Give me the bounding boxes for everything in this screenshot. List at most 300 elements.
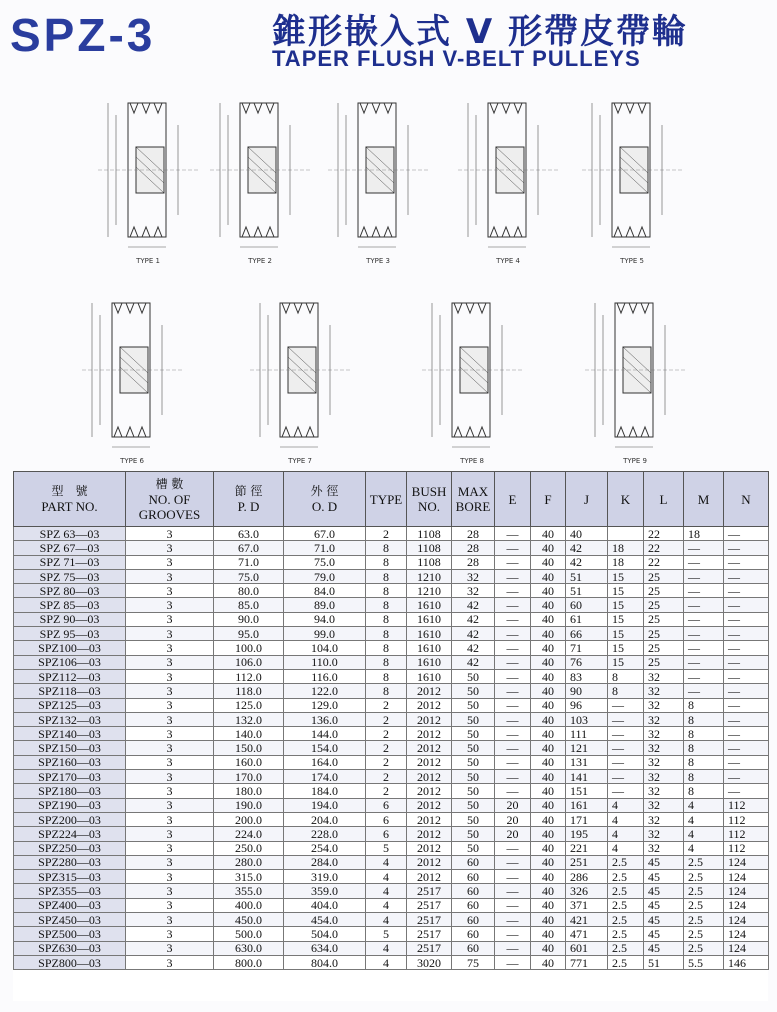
table-cell: 32 — [644, 827, 684, 841]
table-cell: 25 — [644, 627, 684, 641]
pulley-cross-section-icon — [572, 85, 692, 255]
table-cell: 164.0 — [284, 755, 366, 769]
table-cell: 124 — [724, 884, 769, 898]
table-cell: 3 — [126, 855, 214, 869]
table-cell: 84.0 — [284, 584, 366, 598]
table-cell: 32 — [644, 669, 684, 683]
table-cell: 50 — [452, 684, 495, 698]
table-cell: 63.0 — [214, 527, 284, 541]
table-cell: 8 — [366, 669, 407, 683]
table-cell: 194.0 — [284, 798, 366, 812]
table-cell: 2.5 — [684, 855, 724, 869]
table-row — [14, 941, 769, 955]
table-cell: 6 — [366, 827, 407, 841]
table-cell: — — [495, 755, 531, 769]
table-cell: 15 — [608, 627, 644, 641]
pulley-diagram — [572, 85, 692, 265]
table-cell: 228.0 — [284, 827, 366, 841]
table-cell: 20 — [495, 798, 531, 812]
table-cell: — — [495, 770, 531, 784]
table-cell: 3 — [126, 870, 214, 884]
table-cell: 3 — [126, 727, 214, 741]
table-cell: SPZ250—03 — [14, 841, 126, 855]
table-cell: 221 — [566, 841, 608, 855]
column-header: N — [724, 472, 769, 527]
table-cell: 3 — [126, 927, 214, 941]
table-cell: 4 — [684, 827, 724, 841]
table-cell: 40 — [531, 884, 566, 898]
table-cell: 2517 — [407, 898, 452, 912]
table-cell: — — [724, 755, 769, 769]
table-cell: — — [684, 641, 724, 655]
table-cell: SPZ190—03 — [14, 798, 126, 812]
table-cell: 771 — [566, 955, 608, 969]
table-cell: 60 — [452, 927, 495, 941]
table-cell: 112 — [724, 812, 769, 826]
table-cell: 45 — [644, 855, 684, 869]
pulley-cross-section-icon — [200, 85, 320, 255]
diagram-type-label: TYPE 4 — [496, 257, 520, 265]
table-cell: 371 — [566, 898, 608, 912]
table-cell: SPZ170—03 — [14, 770, 126, 784]
diagram-type-label: TYPE 9 — [623, 457, 647, 465]
table-cell: 32 — [644, 741, 684, 755]
table-cell: 404.0 — [284, 898, 366, 912]
table-row — [14, 913, 769, 927]
table-cell: 3 — [126, 884, 214, 898]
table-cell: SPZ140—03 — [14, 727, 126, 741]
column-header: 外 徑 O. D — [284, 472, 366, 527]
table-cell: 94.0 — [284, 612, 366, 626]
table-cell: 286 — [566, 870, 608, 884]
table-cell: 50 — [452, 812, 495, 826]
table-cell: — — [495, 684, 531, 698]
table-cell: 8 — [366, 655, 407, 669]
table-cell: 1210 — [407, 569, 452, 583]
table-cell: 75 — [452, 955, 495, 969]
column-header: BUSH NO. — [407, 472, 452, 527]
table-cell: — — [724, 527, 769, 541]
table-cell: 170.0 — [214, 770, 284, 784]
table-row — [14, 798, 769, 812]
table-row — [14, 684, 769, 698]
title-english: TAPER FLUSH V-BELT PULLEYS — [272, 46, 641, 71]
table-cell: 421 — [566, 913, 608, 927]
table-cell: 118.0 — [214, 684, 284, 698]
table-cell: 2012 — [407, 770, 452, 784]
table-cell: 180.0 — [214, 784, 284, 798]
table-cell: 8 — [366, 598, 407, 612]
table-cell: 2.5 — [608, 913, 644, 927]
table-cell: 3 — [126, 755, 214, 769]
table-cell: 40 — [531, 541, 566, 555]
table-cell: 32 — [644, 784, 684, 798]
table-row — [14, 884, 769, 898]
table-cell: 5 — [366, 841, 407, 855]
table-cell: 28 — [452, 527, 495, 541]
table-cell: 124 — [724, 870, 769, 884]
table-cell: 319.0 — [284, 870, 366, 884]
table-cell: 124 — [724, 941, 769, 955]
table-cell: 111 — [566, 727, 608, 741]
table-cell: 1210 — [407, 584, 452, 598]
table-row — [14, 755, 769, 769]
table-cell: SPZ100—03 — [14, 641, 126, 655]
table-cell: 184.0 — [284, 784, 366, 798]
table-cell: 2.5 — [684, 941, 724, 955]
table-cell: — — [495, 584, 531, 598]
table-cell: 116.0 — [284, 669, 366, 683]
table-cell: 3 — [126, 898, 214, 912]
table-cell: 15 — [608, 598, 644, 612]
table-cell: 50 — [452, 827, 495, 841]
table-cell: 32 — [644, 812, 684, 826]
table-row — [14, 527, 769, 541]
table-cell: 40 — [531, 927, 566, 941]
table-cell: 2 — [366, 770, 407, 784]
table-cell: 355.0 — [214, 884, 284, 898]
table-cell: 1108 — [407, 527, 452, 541]
table-row — [14, 784, 769, 798]
table-cell: — — [724, 741, 769, 755]
table-cell: 42 — [452, 612, 495, 626]
table-cell: 18 — [608, 555, 644, 569]
column-header: M — [684, 472, 724, 527]
table-row — [14, 812, 769, 826]
table-cell: — — [724, 627, 769, 641]
table-cell: 471 — [566, 927, 608, 941]
table-cell: 42 — [452, 627, 495, 641]
table-cell: — — [684, 541, 724, 555]
table-cell: 250.0 — [214, 841, 284, 855]
pulley-diagram — [318, 85, 438, 265]
table-cell: 112 — [724, 841, 769, 855]
table-cell — [608, 527, 644, 541]
table-cell: — — [608, 727, 644, 741]
table-cell: 124 — [724, 927, 769, 941]
table-cell: 2.5 — [608, 927, 644, 941]
table-cell: 50 — [452, 841, 495, 855]
table-cell: SPZ400—03 — [14, 898, 126, 912]
table-cell: SPZ200—03 — [14, 812, 126, 826]
table-cell: 8 — [366, 555, 407, 569]
table-cell: 15 — [608, 641, 644, 655]
table-cell: 83 — [566, 669, 608, 683]
table-cell: 2 — [366, 727, 407, 741]
table-cell: 3 — [126, 641, 214, 655]
table-cell: 15 — [608, 584, 644, 598]
diagram-type-label: TYPE 8 — [460, 457, 484, 465]
table-cell: 634.0 — [284, 941, 366, 955]
table-cell: 8 — [684, 770, 724, 784]
table-cell: 25 — [644, 584, 684, 598]
table-row — [14, 955, 769, 969]
table-cell: 121 — [566, 741, 608, 755]
table-cell: 71 — [566, 641, 608, 655]
table-cell: 2.5 — [608, 884, 644, 898]
table-cell: 32 — [644, 698, 684, 712]
table-cell: 2 — [366, 755, 407, 769]
table-cell: 2.5 — [608, 855, 644, 869]
table-cell: 50 — [452, 727, 495, 741]
column-header: 槽 數 NO. OF GROOVES — [126, 472, 214, 527]
pulley-diagram — [448, 85, 568, 265]
table-cell: 4 — [684, 812, 724, 826]
table-cell: 2 — [366, 527, 407, 541]
table-cell: 40 — [531, 684, 566, 698]
table-cell: 100.0 — [214, 641, 284, 655]
table-cell: 601 — [566, 941, 608, 955]
table-cell: — — [495, 941, 531, 955]
table-cell: 40 — [531, 641, 566, 655]
table-cell: — — [495, 612, 531, 626]
column-header: E — [495, 472, 531, 527]
table-cell: 60 — [452, 855, 495, 869]
table-cell: — — [495, 884, 531, 898]
table-cell: 2517 — [407, 884, 452, 898]
table-row — [14, 898, 769, 912]
table-cell: 60 — [452, 898, 495, 912]
table-row — [14, 584, 769, 598]
table-cell: 8 — [684, 741, 724, 755]
table-cell: 40 — [531, 741, 566, 755]
pulley-cross-section-icon — [575, 285, 695, 455]
table-row — [14, 770, 769, 784]
spec-table — [13, 471, 769, 970]
table-cell: 66 — [566, 627, 608, 641]
table-row — [14, 655, 769, 669]
table-cell: 171 — [566, 812, 608, 826]
table-cell: 45 — [644, 913, 684, 927]
table-cell: 42 — [566, 555, 608, 569]
table-cell: 1610 — [407, 598, 452, 612]
table-cell: 75.0 — [284, 555, 366, 569]
table-cell: 3 — [126, 527, 214, 541]
table-cell: 104.0 — [284, 641, 366, 655]
table-cell: 106.0 — [214, 655, 284, 669]
table-cell: — — [495, 641, 531, 655]
table-cell: 28 — [452, 555, 495, 569]
table-cell: 3 — [126, 812, 214, 826]
table-cell: 131 — [566, 755, 608, 769]
table-cell: 40 — [531, 827, 566, 841]
table-cell: — — [724, 584, 769, 598]
table-cell: 15 — [608, 569, 644, 583]
table-cell: 20 — [495, 812, 531, 826]
table-cell: 40 — [531, 555, 566, 569]
table-cell: — — [724, 770, 769, 784]
table-cell: 3 — [126, 770, 214, 784]
table-cell: 2517 — [407, 927, 452, 941]
table-cell: 2012 — [407, 784, 452, 798]
table-cell: — — [495, 655, 531, 669]
title-chinese: 錐形嵌入式 V 形帶皮帶輪 — [272, 12, 688, 52]
table-cell: — — [724, 698, 769, 712]
table-cell: 804.0 — [284, 955, 366, 969]
table-cell: 2012 — [407, 870, 452, 884]
table-cell: — — [495, 555, 531, 569]
table-cell: 79.0 — [284, 569, 366, 583]
table-cell: 45 — [644, 941, 684, 955]
table-cell: 76 — [566, 655, 608, 669]
table-cell: 195 — [566, 827, 608, 841]
table-cell: 22 — [644, 527, 684, 541]
table-cell: — — [495, 955, 531, 969]
table-cell: 15 — [608, 655, 644, 669]
table-cell: 40 — [531, 669, 566, 683]
table-cell: 40 — [531, 527, 566, 541]
diagram-type-label: TYPE 5 — [620, 257, 644, 265]
table-cell: 4 — [366, 898, 407, 912]
table-cell: 67.0 — [284, 527, 366, 541]
table-cell: 110.0 — [284, 655, 366, 669]
column-header: K — [608, 472, 644, 527]
table-cell: 1610 — [407, 641, 452, 655]
table-cell: 40 — [531, 755, 566, 769]
table-cell: 40 — [531, 798, 566, 812]
table-cell: 2012 — [407, 684, 452, 698]
table-body — [14, 527, 769, 970]
column-header: MAX BORE — [452, 472, 495, 527]
table-cell: 20 — [495, 827, 531, 841]
table-cell: 40 — [531, 955, 566, 969]
table-cell: 50 — [452, 741, 495, 755]
table-cell: 129.0 — [284, 698, 366, 712]
table-row — [14, 598, 769, 612]
table-cell: — — [495, 784, 531, 798]
table-cell: 3 — [126, 941, 214, 955]
table-cell: 4 — [366, 855, 407, 869]
table-cell: 18 — [608, 541, 644, 555]
table-cell: 400.0 — [214, 898, 284, 912]
table-cell: — — [684, 655, 724, 669]
table-cell: 32 — [452, 569, 495, 583]
table-row — [14, 569, 769, 583]
table-cell: 359.0 — [284, 884, 366, 898]
diagram-type-label: TYPE 3 — [366, 257, 390, 265]
table-cell: 50 — [452, 755, 495, 769]
table-cell: 2012 — [407, 855, 452, 869]
table-cell: 3 — [126, 913, 214, 927]
table-cell: SPZ500—03 — [14, 927, 126, 941]
table-cell: — — [495, 669, 531, 683]
table-cell: 2.5 — [684, 927, 724, 941]
table-cell: 251 — [566, 855, 608, 869]
table-cell: 32 — [644, 684, 684, 698]
table-cell: SPZ150—03 — [14, 741, 126, 755]
table-cell: 2012 — [407, 741, 452, 755]
table-cell: 6 — [366, 812, 407, 826]
table-cell: 2012 — [407, 841, 452, 855]
table-cell: — — [495, 898, 531, 912]
table-cell: 2.5 — [684, 898, 724, 912]
table-cell: 40 — [531, 569, 566, 583]
table-cell: 8 — [684, 784, 724, 798]
table-row — [14, 612, 769, 626]
table-row — [14, 827, 769, 841]
table-cell: SPZ 80—03 — [14, 584, 126, 598]
table-row — [14, 555, 769, 569]
table-cell: 40 — [531, 898, 566, 912]
table-cell: 190.0 — [214, 798, 284, 812]
table-cell: 71.0 — [214, 555, 284, 569]
pulley-diagram — [200, 85, 320, 265]
table-cell: SPZ132—03 — [14, 712, 126, 726]
table-cell: 204.0 — [284, 812, 366, 826]
table-cell: 42 — [452, 641, 495, 655]
table-cell: 224.0 — [214, 827, 284, 841]
table-cell: SPZ630—03 — [14, 941, 126, 955]
column-header: F — [531, 472, 566, 527]
table-cell: 95.0 — [214, 627, 284, 641]
table-cell: 45 — [644, 898, 684, 912]
table-cell: — — [724, 555, 769, 569]
table-cell: 4 — [608, 798, 644, 812]
table-cell: 40 — [531, 812, 566, 826]
table-cell: 32 — [644, 727, 684, 741]
table-cell: 3 — [126, 669, 214, 683]
table-cell: 51 — [566, 584, 608, 598]
table-cell: 90.0 — [214, 612, 284, 626]
table-cell: 42 — [566, 541, 608, 555]
table-cell: 99.0 — [284, 627, 366, 641]
table-cell: 1610 — [407, 669, 452, 683]
table-cell: SPZ 67—03 — [14, 541, 126, 555]
table-cell: 2 — [366, 784, 407, 798]
table-cell: 151 — [566, 784, 608, 798]
table-cell: 8 — [608, 684, 644, 698]
table-cell: 125.0 — [214, 698, 284, 712]
pulley-diagram — [240, 285, 360, 465]
table-cell: — — [684, 555, 724, 569]
table-cell: 4 — [366, 884, 407, 898]
table-cell: 1610 — [407, 655, 452, 669]
table-cell: 8 — [684, 698, 724, 712]
table-cell: — — [724, 684, 769, 698]
table-cell: 40 — [531, 870, 566, 884]
table-cell: 3 — [126, 784, 214, 798]
table-cell: 124 — [724, 913, 769, 927]
table-cell: 2.5 — [608, 870, 644, 884]
table-cell: — — [684, 569, 724, 583]
table-cell: 500.0 — [214, 927, 284, 941]
table-cell: 25 — [644, 641, 684, 655]
table-cell: 2.5 — [684, 913, 724, 927]
table-cell: 280.0 — [214, 855, 284, 869]
table-cell: 3 — [126, 569, 214, 583]
column-header: J — [566, 472, 608, 527]
table-cell: — — [724, 712, 769, 726]
table-cell: 8 — [684, 727, 724, 741]
table-cell: 1108 — [407, 555, 452, 569]
table-cell: 2012 — [407, 798, 452, 812]
table-cell: — — [684, 584, 724, 598]
table-cell: 2517 — [407, 941, 452, 955]
table-cell: 4 — [366, 870, 407, 884]
table-cell: 40 — [531, 655, 566, 669]
table-cell: 40 — [531, 784, 566, 798]
table-cell: 5.5 — [684, 955, 724, 969]
table-cell: 51 — [644, 955, 684, 969]
table-cell: 50 — [452, 669, 495, 683]
table-cell: — — [608, 755, 644, 769]
table-cell: 122.0 — [284, 684, 366, 698]
table-cell: — — [608, 741, 644, 755]
table-cell: SPZ 85—03 — [14, 598, 126, 612]
table-cell: 40 — [531, 612, 566, 626]
table-cell: 4 — [684, 841, 724, 855]
table-cell: 3 — [126, 841, 214, 855]
